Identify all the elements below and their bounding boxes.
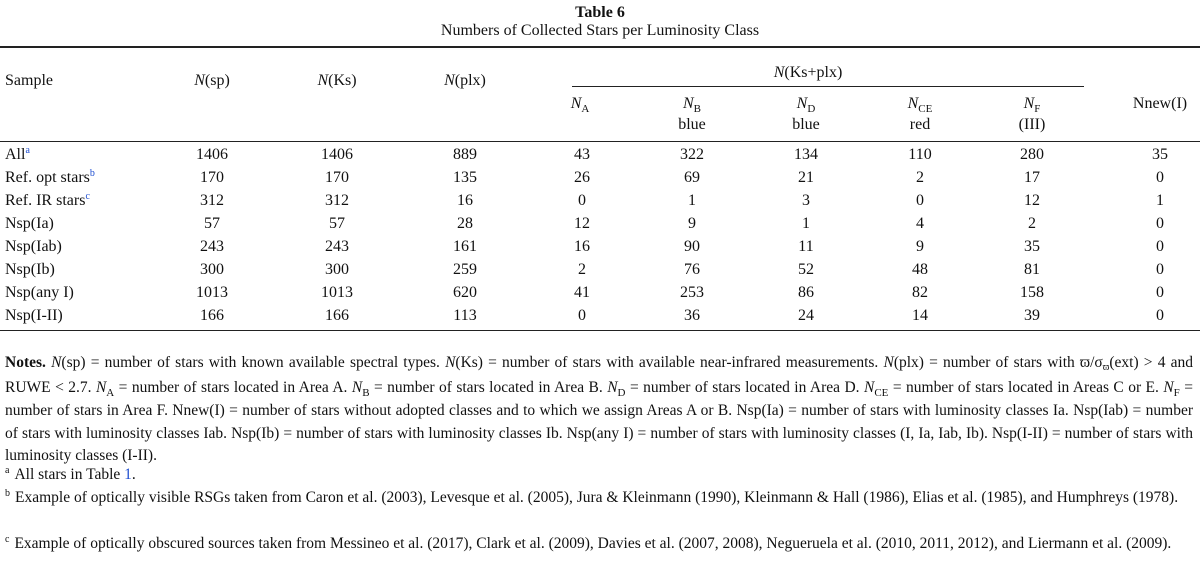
cell-nf: 35 — [1024, 238, 1040, 255]
cell-nks: 170 — [325, 169, 349, 186]
cell-nplx: 259 — [453, 261, 477, 278]
cell-nb: 1 — [688, 192, 696, 209]
cell-nd: 86 — [798, 284, 814, 301]
cell-nnew: 1 — [1156, 192, 1164, 209]
table-row — [0, 237, 1200, 260]
header-nb: $N_B$ blue — [678, 95, 706, 133]
header-nce: $N_{CE}$ red — [907, 95, 933, 133]
cell-nsp: 1406 — [196, 146, 228, 163]
cell-nce: 2 — [916, 169, 924, 186]
cell-na: 26 — [574, 169, 590, 186]
cell-nce: 82 — [912, 284, 928, 301]
cell-sample: Ref. IR stars$^c$ — [5, 191, 90, 209]
table-row — [0, 283, 1200, 306]
cell-nnew: 0 — [1156, 261, 1164, 278]
cell-nce: 9 — [916, 238, 924, 255]
cell-nks: 300 — [325, 261, 349, 278]
cell-nsp: 312 — [200, 192, 224, 209]
header-rule — [0, 141, 1200, 142]
bottom-rule — [0, 330, 1200, 331]
cell-nsp: 243 — [200, 238, 224, 255]
table-row — [0, 306, 1200, 329]
cell-nd: 1 — [802, 215, 810, 232]
table-label: Table 6 — [575, 4, 625, 21]
header-nf: $N_F$ (III) — [1018, 95, 1046, 133]
cell-sample: Ref. opt stars$^b$ — [5, 168, 95, 186]
cell-na: 0 — [578, 192, 586, 209]
cell-nf: 2 — [1028, 215, 1036, 232]
cell-na: 41 — [574, 284, 590, 301]
cell-nf: 17 — [1024, 169, 1040, 186]
table-1-link[interactable]: 1 — [124, 466, 132, 483]
cell-nplx: 161 — [453, 238, 477, 255]
footnote-mark[interactable]: b — [89, 168, 95, 179]
table-row — [0, 214, 1200, 237]
cell-nnew: 0 — [1156, 307, 1164, 324]
cell-nd: 11 — [798, 238, 814, 255]
cell-nb: 69 — [684, 169, 700, 186]
cell-nsp: 1013 — [196, 284, 228, 301]
cell-sample: Nsp(Iab) — [5, 238, 62, 255]
cell-na: 12 — [574, 215, 590, 232]
cell-nks: 243 — [325, 238, 349, 255]
table-title: Numbers of Collected Stars per Luminosity Class — [440, 22, 760, 39]
cell-nnew: 35 — [1152, 146, 1168, 163]
cell-na: 2 — [578, 261, 586, 278]
header-na: $N_A$ — [570, 95, 590, 115]
cell-nce: 0 — [916, 192, 924, 209]
cell-nplx: 620 — [453, 284, 477, 301]
footnote-mark[interactable]: a — [25, 145, 30, 156]
cell-nplx: 113 — [453, 307, 477, 324]
cell-nks: 166 — [325, 307, 349, 324]
cell-nd: 21 — [798, 169, 814, 186]
cell-nsp: 300 — [200, 261, 224, 278]
cell-nplx: 28 — [457, 215, 473, 232]
cell-sample: Nsp(Ia) — [5, 215, 54, 232]
cell-sample: Nsp(I-II) — [5, 307, 63, 324]
cell-nd: 3 — [802, 192, 810, 209]
cell-nnew: 0 — [1156, 215, 1164, 232]
cell-nks: 1406 — [321, 146, 353, 163]
header-nd: $N_D$ blue — [792, 95, 820, 133]
cell-nks: 1013 — [321, 284, 353, 301]
cell-nsp: 166 — [200, 307, 224, 324]
cell-nsp: 57 — [204, 215, 220, 232]
cell-sample: Nsp(Ib) — [5, 261, 55, 278]
cell-nsp: 170 — [200, 169, 224, 186]
cell-nb: 36 — [684, 307, 700, 324]
cell-nb: 253 — [680, 284, 704, 301]
cell-na: 43 — [574, 146, 590, 163]
cell-nks: 312 — [325, 192, 349, 209]
cell-nnew: 0 — [1156, 284, 1164, 301]
cell-nce: 110 — [908, 146, 932, 163]
table-notes: Notes. N(sp) = number of stars with known available spectral types. N(Ks) = number of stars with available near-infrared measurements. N(plx) = number of stars with ϖ/σϖ(ext) > 4 and RUWE < 2.7. $N_A$ = number of stars located in Area A. $N_B$ = number of stars located in Area B. $N_D$ = number of stars located in Area D. $N_{CE}$ = number of stars located in Areas C or E. $N_F$ = number of stars in Area F. Nnew(I) = number of stars without adopted classes and to which we assign Areas A or B. Nsp(Ia) = number of stars with luminosity classes Ia. Nsp(Iab) = number of stars with luminosity classes Iab. Nsp(Ib) = number of stars with luminosity classes Ib. Nsp(any I) = number of stars with luminosity classes (I, Ia, Iab, Ib). Nsp(I-II) = number of stars with luminosity classes (I-II). — [5, 354, 1194, 464]
cell-nd: 134 — [794, 146, 818, 163]
cell-nb: 90 — [684, 238, 700, 255]
table-row — [0, 260, 1200, 283]
cell-nce: 48 — [912, 261, 928, 278]
top-rule — [0, 46, 1200, 48]
cell-nplx: 16 — [457, 192, 473, 209]
cell-na: 0 — [578, 307, 586, 324]
header-nnew: Nnew(I) — [1132, 95, 1188, 112]
cell-nce: 14 — [912, 307, 928, 324]
cell-nf: 81 — [1024, 261, 1040, 278]
table-row — [0, 145, 1200, 168]
cell-sample: Nsp(any I) — [5, 284, 74, 301]
cell-nce: 4 — [916, 215, 924, 232]
cell-nd: 52 — [798, 261, 814, 278]
cell-nplx: 889 — [453, 146, 477, 163]
cell-sample: All$^a$ — [5, 145, 30, 163]
cell-nf: 12 — [1024, 192, 1040, 209]
cell-nnew: 0 — [1156, 238, 1164, 255]
group-rule — [572, 86, 1084, 87]
cell-nf: 280 — [1020, 146, 1044, 163]
cell-nnew: 0 — [1156, 169, 1164, 186]
cell-nd: 24 — [798, 307, 814, 324]
cell-nb: 322 — [680, 146, 704, 163]
header-sample: Sample — [5, 72, 53, 89]
cell-nf: 39 — [1024, 307, 1040, 324]
cell-nplx: 135 — [453, 169, 477, 186]
footnote-c: $^c$ Example of optically obscured sources taken from Messineo et al. (2017), Clark et al. (2009), Davies et al. (2007, 2008), Negueruela et al. (2010, 2011, 2012), and Liermann et al. (2009). — [5, 534, 1172, 552]
cell-nb: 76 — [684, 261, 700, 278]
cell-nks: 57 — [329, 215, 345, 232]
cell-nb: 9 — [688, 215, 696, 232]
footnote-mark[interactable]: c — [85, 191, 90, 202]
table-row — [0, 191, 1200, 214]
header-nplx: N(plx) — [444, 72, 486, 89]
cell-nf: 158 — [1020, 284, 1044, 301]
header-nsp: N(sp) — [194, 72, 230, 89]
cell-na: 16 — [574, 238, 590, 255]
table-row — [0, 168, 1200, 191]
header-nks: N(Ks) — [317, 72, 357, 89]
footnote-b: $^b$ Example of optically visible RSGs taken from Caron et al. (2003), Levesque et al. (2005), Jura & Kleinmann (1990), Kleinmann & Hall (1986), Elias et al. (1985), and Humphreys (1978). — [5, 488, 1179, 506]
header-group: N(Ks+plx) — [773, 64, 843, 81]
footnote-a: $^a$ All stars in Table 1. — [5, 465, 136, 483]
